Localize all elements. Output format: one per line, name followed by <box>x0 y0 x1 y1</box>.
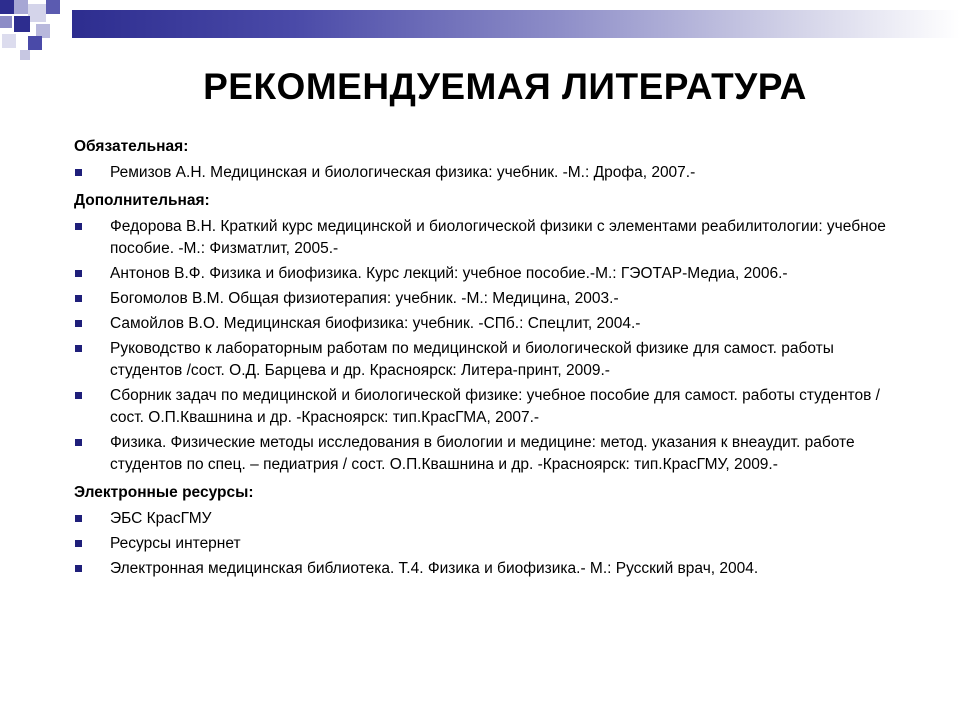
list-item <box>74 432 904 476</box>
decor-square <box>14 16 30 32</box>
list-item-text: Ремизов А.Н. Медицинская и биологическая физика: учебник. -М.: Дрофа, 2007.- <box>110 164 696 181</box>
square-bullet-icon <box>75 565 82 572</box>
list-item <box>74 533 904 555</box>
list-item-text: Самойлов В.О. Медицинская биофизика: учебник. -СПб.: Спецлит, 2004.- <box>110 315 641 332</box>
square-bullet-icon <box>75 169 82 176</box>
square-bullet-icon <box>75 515 82 522</box>
decor-square <box>46 0 60 14</box>
square-bullet-icon <box>75 345 82 352</box>
decor-square <box>0 16 12 28</box>
corner-decoration <box>0 0 80 64</box>
list-item-text: Сборник задач по медицинской и биологической физике: учебное пособие для самост. работы студентов / сост. О.П.Квашнина и др. -Красноярск: тип.КрасГМА, 2007.- <box>110 387 880 426</box>
square-bullet-icon <box>75 392 82 399</box>
list-item <box>74 313 904 335</box>
header-gradient-bar <box>72 10 960 38</box>
square-bullet-icon <box>75 439 82 446</box>
section-heading-electronic: Электронные ресурсы: <box>74 484 254 501</box>
list-item <box>74 558 904 580</box>
list-item-text: Руководство к лабораторным работам по медицинской и биологической физике для самост. работы студентов /сост. О.Д. Барцева и др. Красноярск: Литера-принт, 2009.- <box>110 340 834 379</box>
list-item <box>74 288 904 310</box>
decor-square <box>14 0 28 14</box>
list-item <box>74 338 904 382</box>
decor-square <box>0 0 14 14</box>
list-item-text: ЭБС КрасГМУ <box>110 510 212 527</box>
square-bullet-icon <box>75 320 82 327</box>
content-body <box>74 136 904 586</box>
required-list <box>74 162 904 184</box>
decor-square <box>28 36 42 50</box>
list-item <box>74 385 904 429</box>
list-item <box>74 216 904 260</box>
list-item-text: Богомолов В.М. Общая физиотерапия: учебник. -М.: Медицина, 2003.- <box>110 290 619 307</box>
square-bullet-icon <box>75 270 82 277</box>
list-item-text: Антонов В.Ф. Физика и биофизика. Курс лекций: учебное пособие.-М.: ГЭОТАР-Медиа, 2006.- <box>110 265 788 282</box>
list-item <box>74 508 904 530</box>
section-heading-additional: Дополнительная: <box>74 192 210 209</box>
section-heading-required: Обязательная: <box>74 138 189 155</box>
square-bullet-icon <box>75 223 82 230</box>
list-item <box>74 162 904 184</box>
electronic-list <box>74 508 904 580</box>
slide-title: РЕКОМЕНДУЕМАЯ ЛИТЕРАТУРА <box>203 66 807 107</box>
list-item-text: Физика. Физические методы исследования в биологии и медицине: метод. указания к внеаудит. работе студентов по спец. – педиатрия / сост. О.П.Квашнина и др. -Красноярск: тип.КрасГМУ, 2009.- <box>110 434 855 473</box>
decor-square <box>28 4 46 22</box>
list-item <box>74 263 904 285</box>
list-item-text: Федорова В.Н. Краткий курс медицинской и биологической физики с элементами реабилитологии: учебное пособие. -М.: Физматлит, 2005.- <box>110 218 886 257</box>
additional-list <box>74 216 904 476</box>
decor-square <box>20 50 30 60</box>
square-bullet-icon <box>75 540 82 547</box>
list-item-text: Ресурсы интернет <box>110 535 241 552</box>
list-item-text: Электронная медицинская библиотека. Т.4. Физика и биофизика.- М.: Русский врач, 2004. <box>110 560 759 577</box>
square-bullet-icon <box>75 295 82 302</box>
decor-square <box>2 34 16 48</box>
